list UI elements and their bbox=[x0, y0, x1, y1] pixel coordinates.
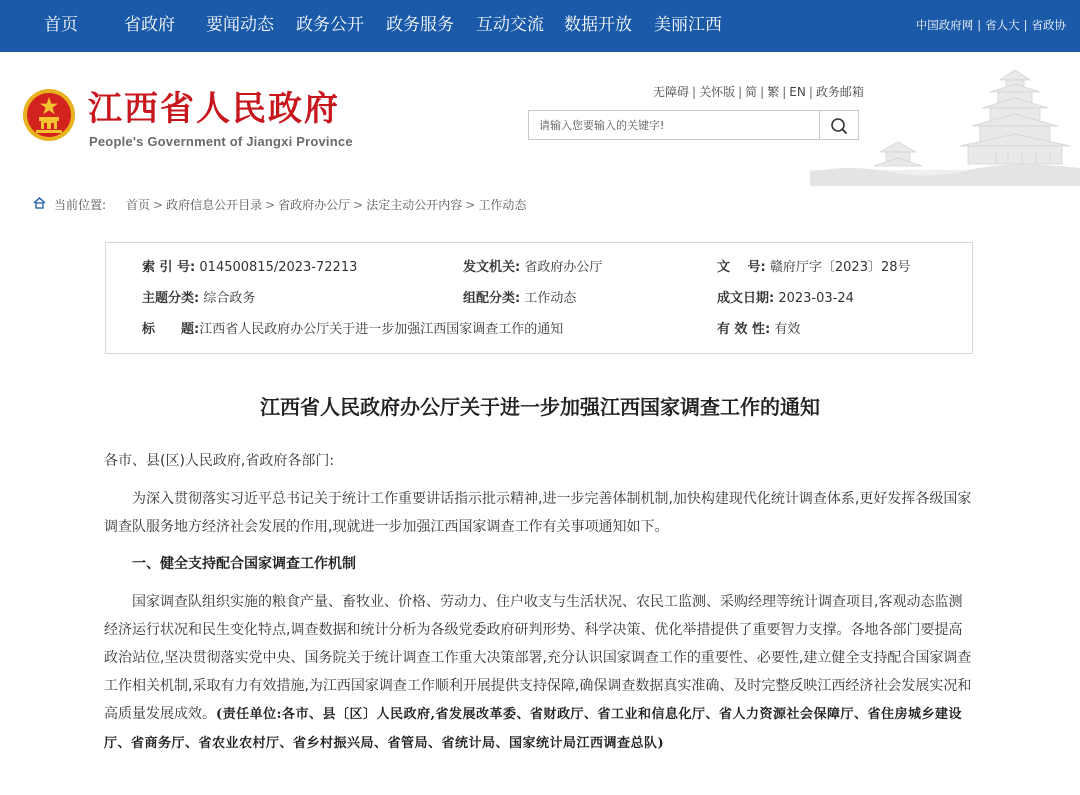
nav-item-gov-services[interactable]: 政务服务 bbox=[386, 15, 454, 35]
link-english[interactable]: EN bbox=[789, 85, 806, 99]
responsible-units: (责任单位:各市、县〔区〕人民政府,省发展改革委、省财政厅、省工业和信息化厅、省人力资源社会保障厅、省住房城乡建设厅、省商务厅、省农业农村厅、省乡村振兴局、省管局、省统计局、国家统计局江西调查总队) bbox=[104, 707, 962, 751]
meta-index-value: 014500815/2023-72213 bbox=[199, 260, 358, 275]
link-central-gov[interactable]: 中国政府网 bbox=[915, 18, 974, 32]
meta-validity bbox=[717, 321, 800, 339]
breadcrumb-item-general-office[interactable]: 省政府办公厅 bbox=[278, 198, 351, 212]
nav-item-beautiful-jiangxi[interactable]: 美丽江西 bbox=[654, 15, 722, 35]
meta-date-value: 2023-03-24 bbox=[778, 291, 854, 306]
section-heading: 一、健全支持配合国家调查工作机制 bbox=[132, 556, 356, 572]
meta-issuer-label: 发文机关: bbox=[463, 260, 521, 275]
breadcrumb-trail bbox=[126, 196, 526, 213]
meta-docno-label: 文 号: bbox=[717, 260, 766, 275]
separator: | bbox=[1023, 18, 1028, 32]
breadcrumb-separator: > bbox=[265, 198, 276, 212]
meta-title-label: 标 题: bbox=[142, 322, 200, 337]
document-meta-box bbox=[105, 242, 973, 354]
nav-item-provincial-gov[interactable]: 省政府 bbox=[124, 15, 175, 35]
nav-item-open-data[interactable]: 数据开放 bbox=[564, 15, 632, 35]
national-emblem-icon[interactable] bbox=[22, 88, 76, 142]
breadcrumb-label: 当前位置: bbox=[54, 198, 107, 212]
breadcrumb-item-info-catalog[interactable]: 政府信息公开目录 bbox=[166, 198, 263, 212]
meta-title bbox=[142, 321, 563, 339]
external-links bbox=[916, 16, 1066, 34]
home-icon bbox=[33, 197, 46, 209]
article-salutation: 各市、县(区)人民政府,省政府各部门: bbox=[104, 453, 335, 469]
link-gov-mail[interactable]: 政务邮箱 bbox=[815, 85, 864, 99]
separator: | bbox=[738, 85, 743, 99]
section-body bbox=[104, 588, 974, 758]
link-care-version[interactable]: 关怀版 bbox=[699, 85, 736, 99]
separator: | bbox=[977, 18, 982, 32]
section-body-text: 国家调查队组织实施的粮食产量、畜牧业、价格、劳动力、住户收支与生活状况、农民工监测、采购经理等统计调查项目,客观动态监测经济运行状况和民生变化特点,调查数据和统计分析为各级党委政府研判形势、科学决策、优化举措提供了重要智力支撑。各地各部门要提高政治站位,坚决贯彻落实党中央、国务院关于统计调查工作重大决策部署,充分认识国家调查工作的重要性、必要性,建立健全支持配合国家调查工作相关机制,采取有力有效措施,为江西国家调查工作顺利开展提供支持保障,确保调查数据真实准确、及时完整反映江西经济社会发展实况和高质量发展成效。 bbox=[104, 594, 972, 722]
top-nav-bar bbox=[0, 0, 1080, 52]
link-traditional[interactable]: 繁 bbox=[767, 85, 780, 99]
breadcrumb-item-statutory-content[interactable]: 法定主动公开内容 bbox=[366, 198, 463, 212]
link-provincial-cppcc[interactable]: 省政协 bbox=[1031, 18, 1066, 32]
nav-item-interaction[interactable]: 互动交流 bbox=[476, 15, 544, 35]
breadcrumb-separator: > bbox=[465, 198, 476, 212]
meta-date-label: 成文日期: bbox=[717, 291, 775, 306]
meta-topic-value: 综合政务 bbox=[203, 291, 256, 306]
site-header bbox=[0, 52, 1080, 186]
site-subtitle: People's Government of Jiangxi Province bbox=[89, 134, 353, 149]
article-intro: 为深入贯彻落实习近平总书记关于统计工作重要讲话指示批示精神,进一步完善体制机制,加快构建现代化统计调查体系,更好发挥各级国家调查队服务地方经济社会发展的作用,现就进一步加强江西国家调查工作有关事项通知如下。 bbox=[104, 491, 972, 535]
meta-title-value: 江西省人民政府办公厅关于进一步加强江西国家调查工作的通知 bbox=[199, 322, 564, 337]
meta-validity-value: 有效 bbox=[774, 322, 801, 337]
meta-index-label: 索 引 号: bbox=[142, 260, 196, 275]
breadcrumb-item-home[interactable]: 首页 bbox=[126, 198, 151, 212]
meta-category bbox=[463, 290, 576, 308]
nav-item-news[interactable]: 要闻动态 bbox=[206, 15, 274, 35]
separator: | bbox=[760, 85, 765, 99]
nav-item-home[interactable]: 首页 bbox=[44, 15, 78, 35]
link-accessibility[interactable]: 无障碍 bbox=[653, 85, 690, 99]
meta-category-label: 组配分类: bbox=[463, 291, 521, 306]
tengwang-pavilion-skyline-icon bbox=[810, 62, 1080, 186]
breadcrumb-separator: > bbox=[153, 198, 164, 212]
meta-issuer bbox=[463, 259, 602, 277]
meta-topic bbox=[142, 290, 255, 308]
separator: | bbox=[692, 85, 697, 99]
meta-date bbox=[717, 290, 854, 308]
article-title: 江西省人民政府办公厅关于进一步加强江西国家调查工作的通知 bbox=[260, 395, 820, 419]
site-title[interactable]: 江西省人民政府 bbox=[88, 89, 340, 129]
link-provincial-congress[interactable]: 省人大 bbox=[985, 18, 1020, 32]
link-simplified[interactable]: 简 bbox=[745, 85, 758, 99]
search-box bbox=[528, 110, 820, 140]
meta-category-value: 工作动态 bbox=[524, 291, 577, 306]
meta-topic-label: 主题分类: bbox=[142, 291, 200, 306]
separator: | bbox=[782, 85, 787, 99]
meta-docno-value: 赣府厅字〔2023〕28号 bbox=[769, 260, 911, 275]
breadcrumb bbox=[0, 186, 1080, 222]
meta-validity-label: 有 效 性: bbox=[717, 322, 771, 337]
nav-item-gov-affairs-open[interactable]: 政务公开 bbox=[296, 15, 364, 35]
search-input[interactable] bbox=[529, 111, 819, 139]
breadcrumb-separator: > bbox=[353, 198, 364, 212]
meta-issuer-value: 省政府办公厅 bbox=[524, 260, 603, 275]
separator: | bbox=[808, 85, 813, 99]
meta-docno bbox=[717, 259, 911, 277]
meta-index bbox=[142, 259, 357, 277]
breadcrumb-item-work-news[interactable]: 工作动态 bbox=[478, 198, 527, 212]
